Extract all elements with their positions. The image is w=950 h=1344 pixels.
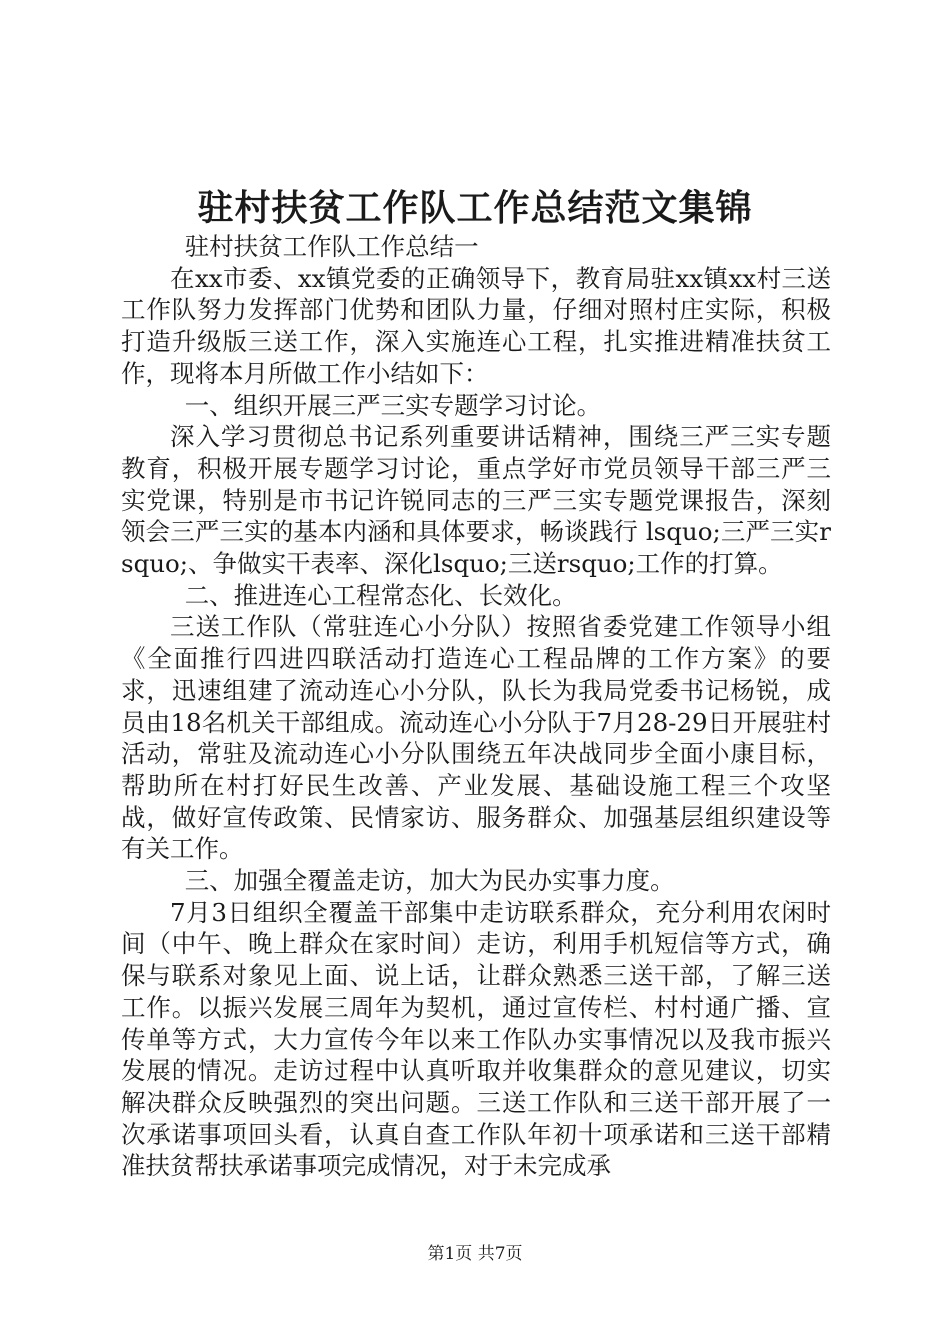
document-body xyxy=(121,231,831,1182)
body-paragraph: 在xx市委、xx镇党委的正确领导下，教育局驻xx镇xx村三送工作队努力发挥部门优势和团队力量，仔细对照村庄实际，积极打造升级版三送工作，深入实施连心工程，扎实推进精准扶贫工作，现将本月所做工作小结如下： xyxy=(121,263,831,388)
body-paragraph: 深入学习贯彻总书记系列重要讲话精神，围绕三严三实专题教育，积极开展专题学习讨论，重点学好市党员领导干部三严三实党课，特别是市书记许锐同志的三严三实专题党课报告，深刻领会三严三实的基本内涵和具体要求，畅谈践行 lsquo;三严三实rsquo;、争做实干表率、深化lsquo;三送rsquo;工作的打算。 xyxy=(121,422,831,579)
section-heading: 驻村扶贫工作队工作总结一 xyxy=(184,232,479,261)
section-heading: 二、推进连心工程常态化、长效化。 xyxy=(184,580,577,610)
body-paragraph: 三送工作队（常驻连心小分队）按照省委党建工作领导小组《全面推行四进四联活动打造连心工程品牌的工作方案》的要求，迅速组建了流动连心小分队，队长为我局党委书记杨锐，成员由18名机关干部组成。流动连心小分队于7月28-29日开展驻村活动，常驻及流动连心小分队围绕五年决战同步全面小康目标，帮助所在村打好民生改善、产业发展、基础设施工程三个攻坚战，做好宣传政策、民情家访、服务群众、加强基层组织建设等有关工作。 xyxy=(121,612,831,864)
section-heading: 一、组织开展三严三实专题学习讨论。 xyxy=(184,390,602,420)
section-heading: 三、加强全覆盖走访，加大为民办实事力度。 xyxy=(184,866,675,896)
document-title: 驻村扶贫工作队工作总结范文集锦 xyxy=(197,188,753,229)
body-paragraph: 7月3日组织全覆盖干部集中走访联系群众，充分利用农闲时间（中午、晚上群众在家时间）走访，利用手机短信等方式，确保与联系对象见上面、说上话，让群众熟悉三送干部，了解三送工作。以振兴发展三周年为契机，通过宣传栏、村村通广播、宣传单等方式，大力宣传今年以来工作队办实事情况以及我市振兴发展的情况。走访过程中认真听取并收集群众的意见建议，切实解决群众反映强烈的突出问题。三送工作队和三送干部开展了一次承诺事项回头看，认真自查工作队年初十项承诺和三送干部精准扶贫帮扶承诺事项完成情况，对于未完成承 xyxy=(121,897,831,1181)
page-number-footer: 第1页 共7页 xyxy=(427,1244,523,1264)
